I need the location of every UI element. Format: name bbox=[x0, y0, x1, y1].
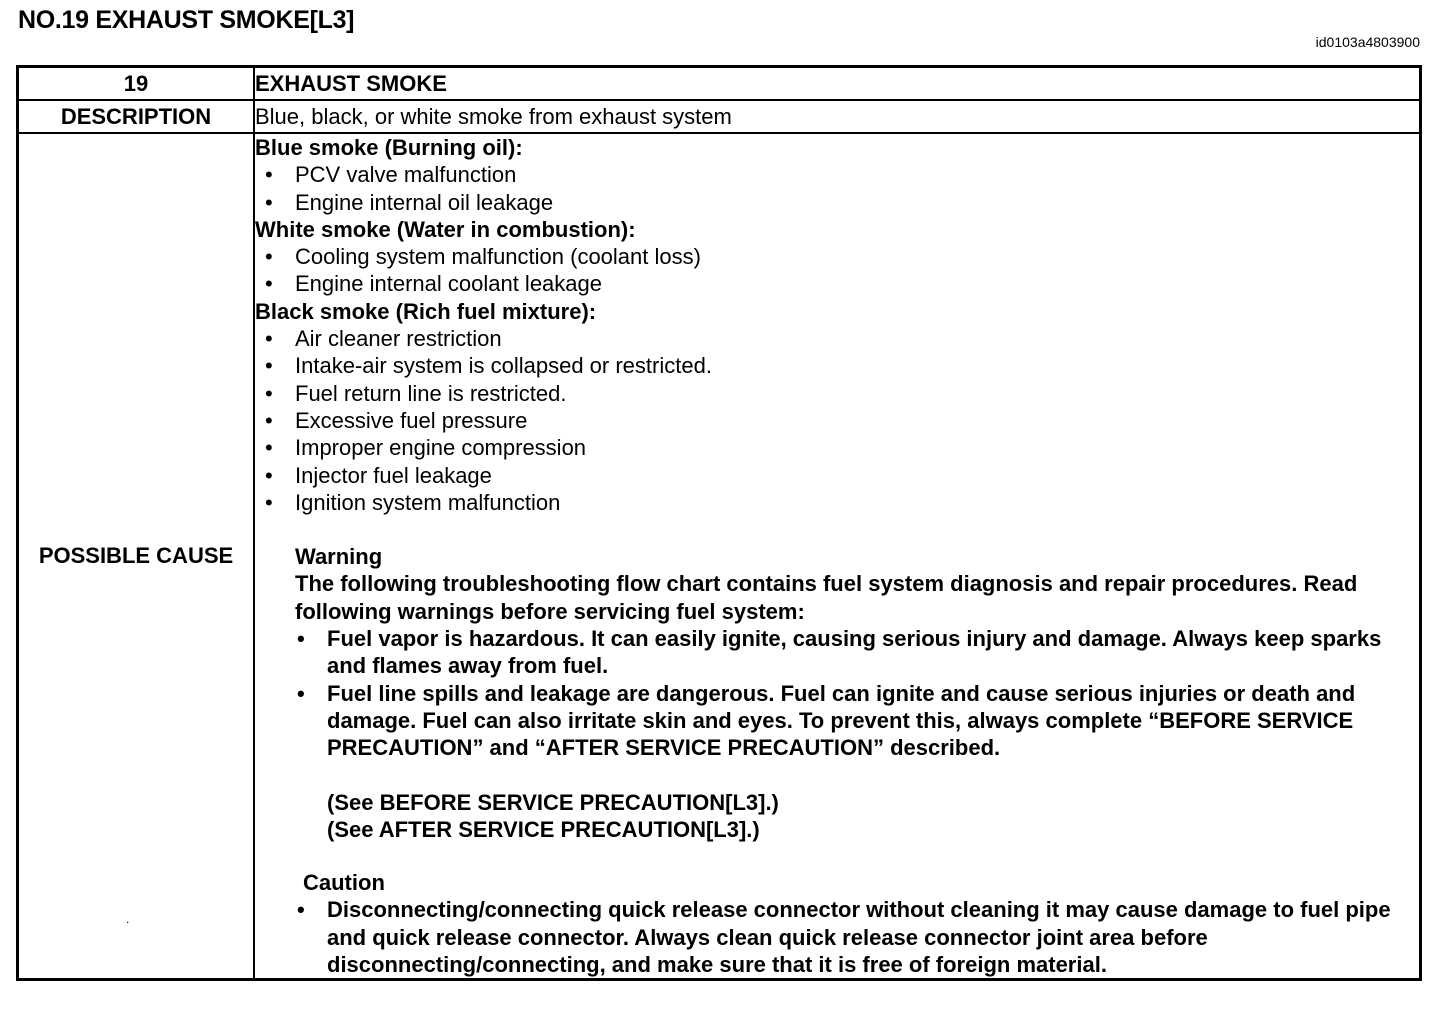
list-item: • Fuel vapor is hazardous. It can easily ignite, causing serious injury and damage. Always keep sparks and flames away from fuel. bbox=[295, 625, 1419, 680]
warning-title: Warning bbox=[295, 544, 383, 570]
cause-group-white bbox=[255, 216, 1419, 298]
list-item: • Fuel return line is restricted. bbox=[255, 380, 1419, 407]
list-item: • PCV valve malfunction bbox=[255, 161, 1419, 188]
list-item: • Ignition system malfunction bbox=[255, 489, 1419, 516]
stray-mark: . bbox=[126, 912, 130, 926]
possible-cause-content bbox=[254, 133, 1421, 980]
cause-list bbox=[255, 325, 1419, 516]
cause-group-blue bbox=[255, 134, 1419, 216]
possible-cause-label: POSSIBLE CAUSE bbox=[18, 133, 255, 980]
cause-list bbox=[255, 243, 1419, 298]
cause-group-heading: White smoke (Water in combustion): bbox=[255, 216, 636, 242]
caution-title: Caution bbox=[303, 870, 385, 896]
warning-list bbox=[295, 625, 1419, 761]
list-item: • Injector fuel leakage bbox=[255, 462, 1419, 489]
list-item: • Excessive fuel pressure bbox=[255, 407, 1419, 434]
description-label: DESCRIPTION bbox=[18, 100, 255, 133]
cause-group-heading: Black smoke (Rich fuel mixture): bbox=[255, 298, 597, 324]
list-item: • Engine internal oil leakage bbox=[255, 189, 1419, 216]
row-number-value: EXHAUST SMOKE bbox=[254, 67, 1421, 101]
cause-group-heading: Blue smoke (Burning oil): bbox=[255, 135, 523, 160]
warning-text: The following troubleshooting flow chart contains fuel system diagnosis and repair procedures. Read following warnings before servicing fuel system: bbox=[295, 571, 1358, 624]
see-before-service-link: (See BEFORE SERVICE PRECAUTION[L3].) bbox=[327, 789, 779, 815]
list-item: • Improper engine compression bbox=[255, 434, 1419, 461]
cause-group-black bbox=[255, 298, 1419, 516]
list-item: • Engine internal coolant leakage bbox=[255, 270, 1419, 297]
list-item: • Air cleaner restriction bbox=[255, 325, 1419, 352]
list-item: • Intake-air system is collapsed or restricted. bbox=[255, 352, 1419, 379]
table-row-possible-cause bbox=[18, 133, 1421, 980]
row-number-label: 19 bbox=[18, 67, 255, 101]
document-id: id0103a4803900 bbox=[1315, 34, 1420, 50]
caution-list bbox=[295, 896, 1419, 978]
troubleshooting-table bbox=[16, 65, 1422, 981]
warning-block bbox=[295, 543, 1419, 978]
list-item: • Fuel line spills and leakage are dangerous. Fuel can ignite and cause serious injuries or death and damage. Fuel can also irritate skin and eyes. To prevent this, always complete “BEFORE SERVICE PRECAUTION” and “AFTER SERVICE PRECAUTION” described. bbox=[295, 680, 1419, 762]
cause-list bbox=[255, 161, 1419, 216]
description-value: Blue, black, or white smoke from exhaust system bbox=[254, 100, 1421, 133]
table-row-description bbox=[18, 100, 1421, 133]
page-title: NO.19 EXHAUST SMOKE[L3] bbox=[18, 6, 355, 34]
see-references bbox=[327, 789, 1419, 844]
see-after-service-link: (See AFTER SERVICE PRECAUTION[L3].) bbox=[327, 816, 760, 842]
list-item: • Disconnecting/connecting quick release connector without cleaning it may cause damage to fuel pipe and quick release connector. Always clean quick release connector joint area before disconnecting/connecting, and make sure that it is free of foreign material. bbox=[295, 896, 1419, 978]
table-row-number bbox=[18, 67, 1421, 101]
list-item: • Cooling system malfunction (coolant loss) bbox=[255, 243, 1419, 270]
